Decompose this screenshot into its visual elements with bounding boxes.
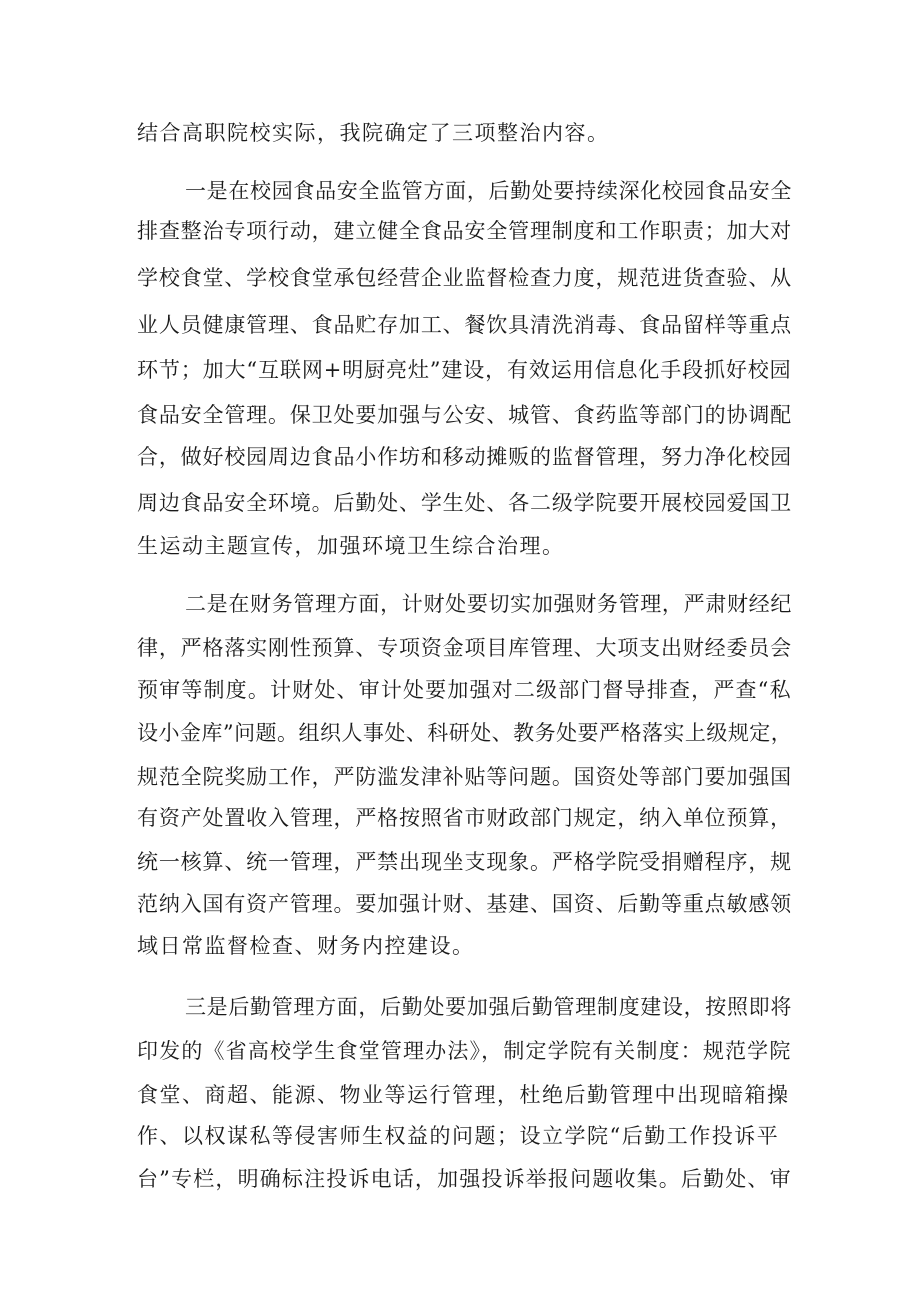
text-line: 周边食品安全环境。后勤处、学生处、各二级学院要开展校园爱国卫 [137,491,792,515]
text-line: 结合高职院校实际，我院确定了三项整治内容。 [137,121,610,145]
text-line: 律，严格落实刚性预算、专项资金项目库管理、大项支出财经委员会 [137,636,792,660]
text-line: 印发的《省高校学生食堂管理办法》，制定学院有关制度：规范学院 [137,1039,792,1063]
text-line: 二是在财务管理方面，计财处要切实加强财务管理，严肃财经纪 [185,592,792,616]
text-line: 三是后勤管理方面，后勤处要加强后勤管理制度建设，按照即将 [185,995,792,1019]
text-line: 合，做好校园周边食品小作坊和移动摊贩的监督管理，努力净化校园 [137,445,792,469]
text-line: 排查整治专项行动，建立健全食品安全管理制度和工作职责；加大对 [137,219,792,243]
text-line: 生运动主题宣传，加强环境卫生综合治理。 [137,534,565,558]
text-line: 统一核算、统一管理，严禁出现坐支现象。严格学院受捐赠程序，规 [137,850,792,874]
text-line: 作、以权谋私等侵害师生权益的问题；设立学院“后勤工作投诉平 [137,1124,780,1148]
text-line: 一是在校园食品安全监管方面，后勤处要持续深化校园食品安全 [185,179,792,203]
text-line: 学校食堂、学校食堂承包经营企业监督检查力度，规范进货查验、从 [137,266,792,290]
text-line: 台”专栏，明确标注投诉电话，加强投诉举报问题收集。后勤处、审 [137,1167,792,1191]
text-line: 业人员健康管理、食品贮存加工、餐饮具清洗消毒、食品留样等重点 [137,313,792,337]
text-line: 范纳入国有资产管理。要加强计财、基建、国资、后勤等重点敏感领 [137,892,792,916]
text-line: 预审等制度。计财处、审计处要加强对二级部门督导排查，严查“私 [137,678,792,702]
text-line: 食堂、商超、能源、物业等运行管理，杜绝后勤管理中出现暗箱操 [137,1083,790,1107]
text-line: 设小金库”问题。组织人事处、科研处、教务处要严格落实上级规定， [137,721,793,745]
text-line: 有资产处置收入管理，严格按照省市财政部门规定，纳入单位预算， [137,806,792,830]
text-line: 规范全院奖励工作，严防滥发津补贴等问题。国资处等部门要加强国 [137,765,792,789]
text-line: 食品安全管理。保卫处要加强与公安、城管、食药监等部门的协调配 [137,403,792,427]
text-line: 环节；加大“互联网+明厨亮灶”建设，有效运用信息化手段抓好校园 [137,358,792,382]
text-line: 域日常监督检查、财务内控建设。 [137,934,475,958]
